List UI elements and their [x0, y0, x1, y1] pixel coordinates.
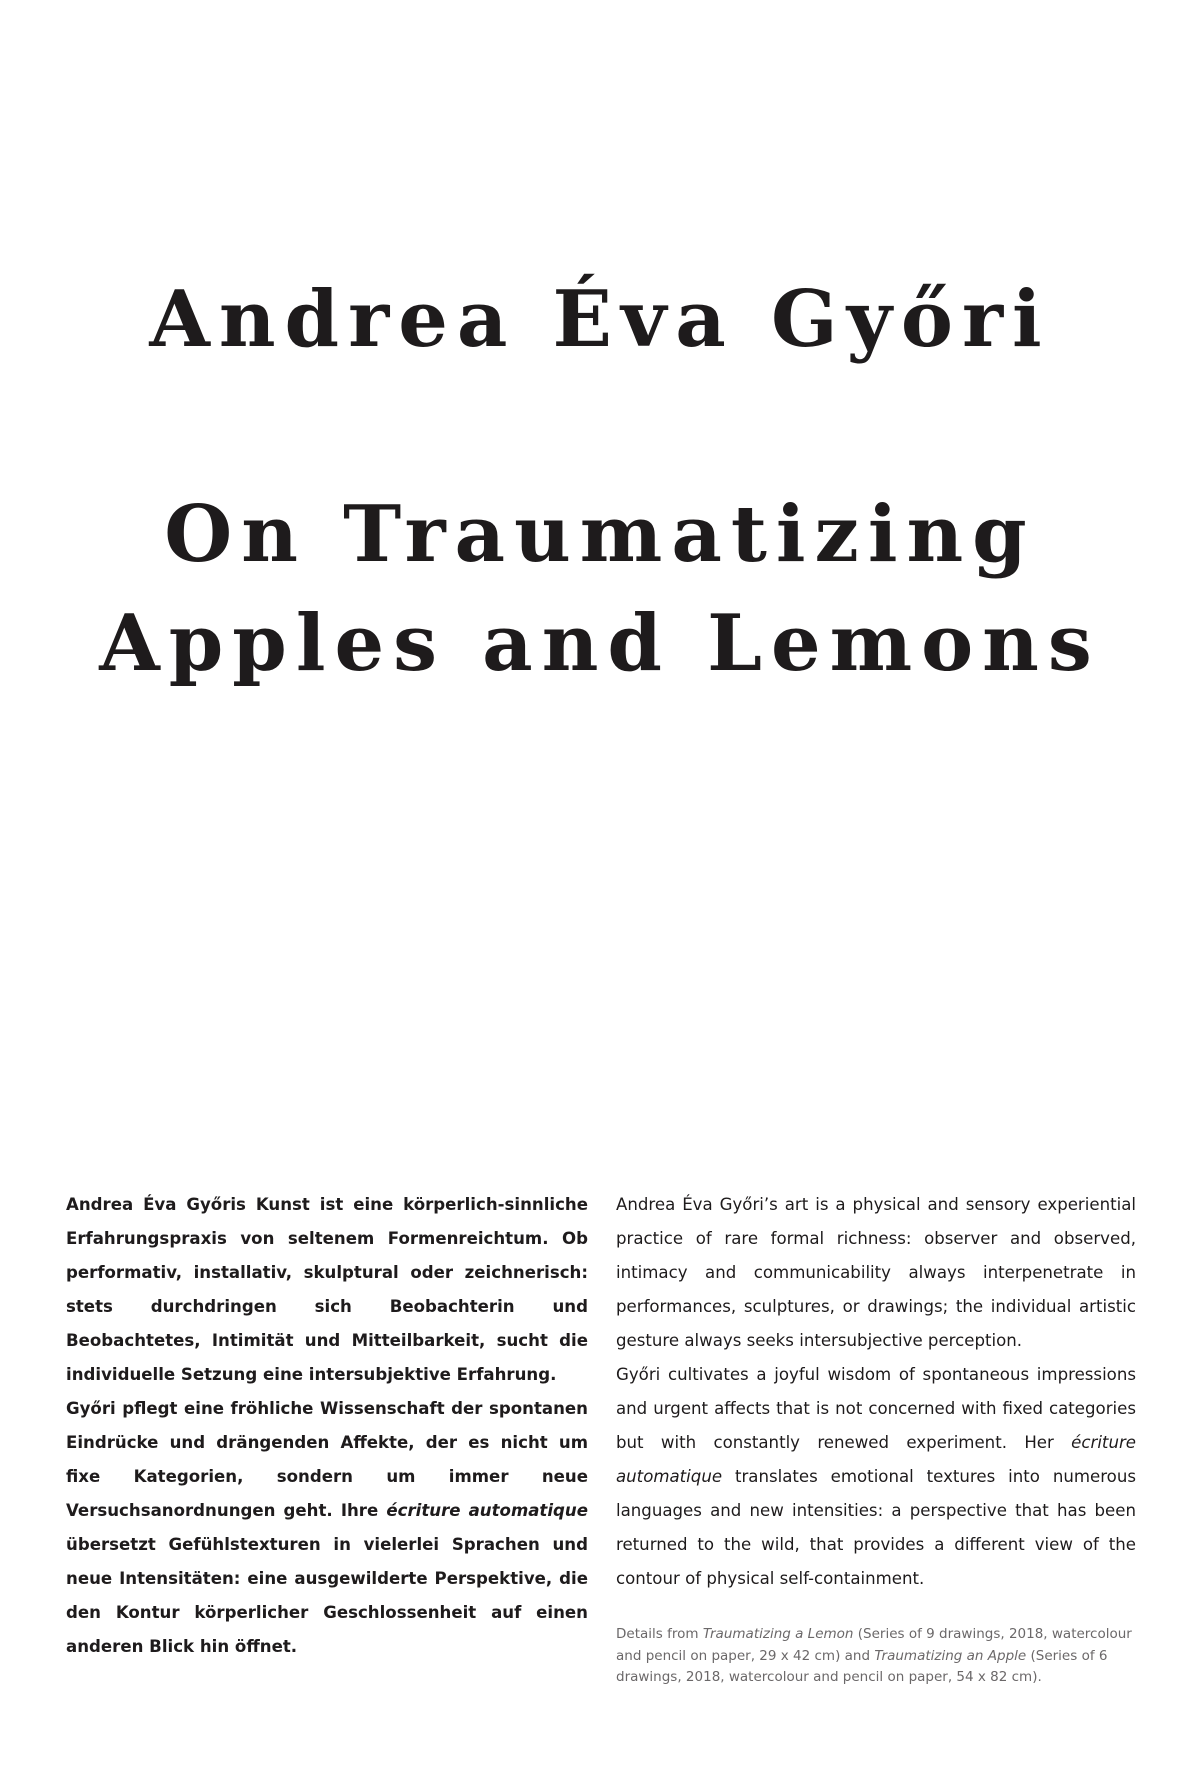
english-paragraph-2-start: Győri cultivates a joyful wisdom of spontaneous impressions and urgent affects that is not concerned with fixed categories but with constantly renewed experiment. Her	[616, 1365, 1136, 1452]
title-line-1: On Traumatizing	[164, 489, 1036, 580]
caption-work-1: Traumatizing a Lemon	[702, 1626, 854, 1642]
image-caption	[616, 1624, 1136, 1689]
english-paragraph-2	[616, 1358, 1136, 1596]
english-italic-term: écriture automatique	[616, 1433, 1136, 1486]
german-paragraph-2-end: übersetzt Gefühlstexturen in vielerlei Sprachen und neue Intensitäten: eine ausgewilderte Perspektive, die den Kontur körperlicher Geschlossenheit auf einen anderen Blick hin öffnet.	[66, 1535, 588, 1656]
caption-part-2: (Series of 9 drawings, 2018, watercolour and pencil on paper, 29 x 42 cm) and	[616, 1626, 1132, 1664]
caption-part-3: (Series of 6 drawings, 2018, watercolour and pencil on paper, 54 x 82 cm).	[616, 1647, 1108, 1685]
english-paragraph-2-end: translates emotional textures into numerous languages and new intensities: a perspective that has been returned to the wild, that provides a different view of the contour of physical self-containment.	[616, 1467, 1136, 1588]
english-text-column	[616, 1188, 1136, 1596]
german-text-column	[66, 1188, 588, 1664]
page-title	[0, 480, 1200, 698]
german-italic-term: écriture automatique	[386, 1501, 588, 1520]
caption-text	[616, 1624, 1136, 1689]
english-paragraph-1: Andrea Éva Győri’s art is a physical and sensory experiential practice of rare formal richness: observer and observed, intimacy and communicability always interpenetrate in performances, sculptures, or drawings; the individual artistic gesture always seeks intersubjective perception.	[616, 1195, 1136, 1350]
author-name: Andrea Éva Győri	[149, 274, 1051, 365]
caption-work-2: Traumatizing an Apple	[874, 1647, 1027, 1664]
caption-part-1: Details from	[616, 1626, 703, 1642]
german-paragraph-2	[66, 1392, 588, 1664]
german-paragraph-2-start: Győri pflegt eine fröhliche Wissenschaft der spontanen Eindrücke und drängenden Affekte, der es nicht um fixe Kategorien, sondern um immer neue Versuchsanordnungen geht. Ihre	[66, 1399, 588, 1520]
title-line-2: Apples and Lemons	[99, 598, 1101, 689]
german-paragraph-1: Andrea Éva Győris Kunst ist eine körperlich-sinnliche Erfahrungspraxis von seltenem Formenreichtum. Ob performativ, installativ, skulptural oder zeichnerisch: stets durchdringen sich Beobachterin und Beobachtetes, Intimität und Mitteilbarkeit, sucht die individuelle Setzung eine intersubjektive Erfahrung.	[66, 1195, 588, 1384]
